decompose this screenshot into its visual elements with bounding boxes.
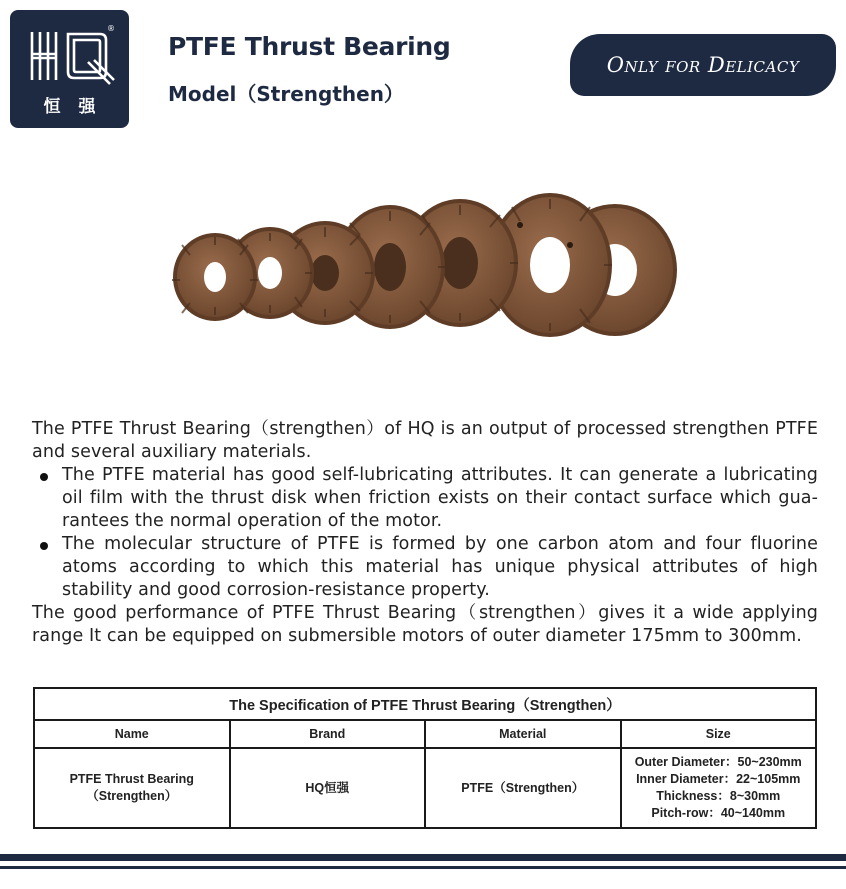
table-row bbox=[34, 748, 816, 828]
cell-name-line: （Strengthen） bbox=[86, 789, 178, 803]
footer-rule-thin bbox=[0, 866, 846, 869]
intro-paragraph: The PTFE Thrust Bearing（strengthen）of HQ is an output of processed strengthen PTFE and several auxiliary materials. bbox=[32, 419, 818, 462]
table-caption: The Specification of PTFE Thrust Bearing（Strengthen） bbox=[34, 688, 816, 720]
registered-mark: ® bbox=[107, 24, 115, 33]
header-brand: Brand bbox=[230, 720, 426, 748]
specification-table bbox=[33, 687, 817, 829]
product-photo bbox=[160, 185, 690, 355]
slogan-text: Only for Delicacy bbox=[606, 53, 800, 77]
feature-list-item bbox=[32, 533, 818, 602]
feature-text: The molecular structure of PTFE is formed by one carbon atom and four fluorine atoms according to which this material has unique physical attributes of high stability and good corrosion-resistance property. bbox=[62, 534, 818, 600]
header-material: Material bbox=[425, 720, 621, 748]
feature-list-item bbox=[32, 464, 818, 533]
size-line: Thickness：8~30mm bbox=[656, 789, 781, 803]
bullet-icon bbox=[40, 473, 48, 481]
header-name: Name bbox=[34, 720, 230, 748]
footer-rule-thick bbox=[0, 854, 846, 861]
bearing-disc-group bbox=[172, 193, 677, 337]
size-line: Outer Diameter：50~230mm bbox=[634, 755, 802, 769]
table-header-row bbox=[34, 720, 816, 748]
size-line: Inner Diameter：22~105mm bbox=[636, 772, 801, 786]
description-block bbox=[32, 418, 818, 648]
brand-logo bbox=[10, 10, 129, 128]
outro-paragraph: The good performance of PTFE Thrust Bearing（strengthen）gives it a wide applying range It can be equipped on submersible motors of outer diameter 175mm to 300mm. bbox=[32, 603, 818, 646]
bullet-icon bbox=[40, 542, 48, 550]
cell-name-line: PTFE Thrust Bearing bbox=[69, 772, 194, 786]
cell-brand: HQ恒强 bbox=[230, 748, 426, 828]
header-size: Size bbox=[621, 720, 817, 748]
cell-size bbox=[621, 748, 817, 828]
cell-name bbox=[34, 748, 230, 828]
logo-chinese-text: 恒强 bbox=[43, 97, 114, 117]
slogan-badge bbox=[570, 34, 836, 96]
feature-list bbox=[32, 464, 818, 602]
feature-text: The PTFE material has good self-lubricating attributes. It can generate a lubricating oil film with the thrust disk when friction exists on their contact surface which gua-rantees the normal operation of the motor. bbox=[62, 465, 818, 531]
page-subtitle: Model（Strengthen） bbox=[168, 82, 404, 106]
page-title: PTFE Thrust Bearing bbox=[168, 32, 451, 61]
cell-material: PTFE（Strengthen） bbox=[425, 748, 621, 828]
size-line: Pitch-row：40~140mm bbox=[651, 806, 786, 820]
